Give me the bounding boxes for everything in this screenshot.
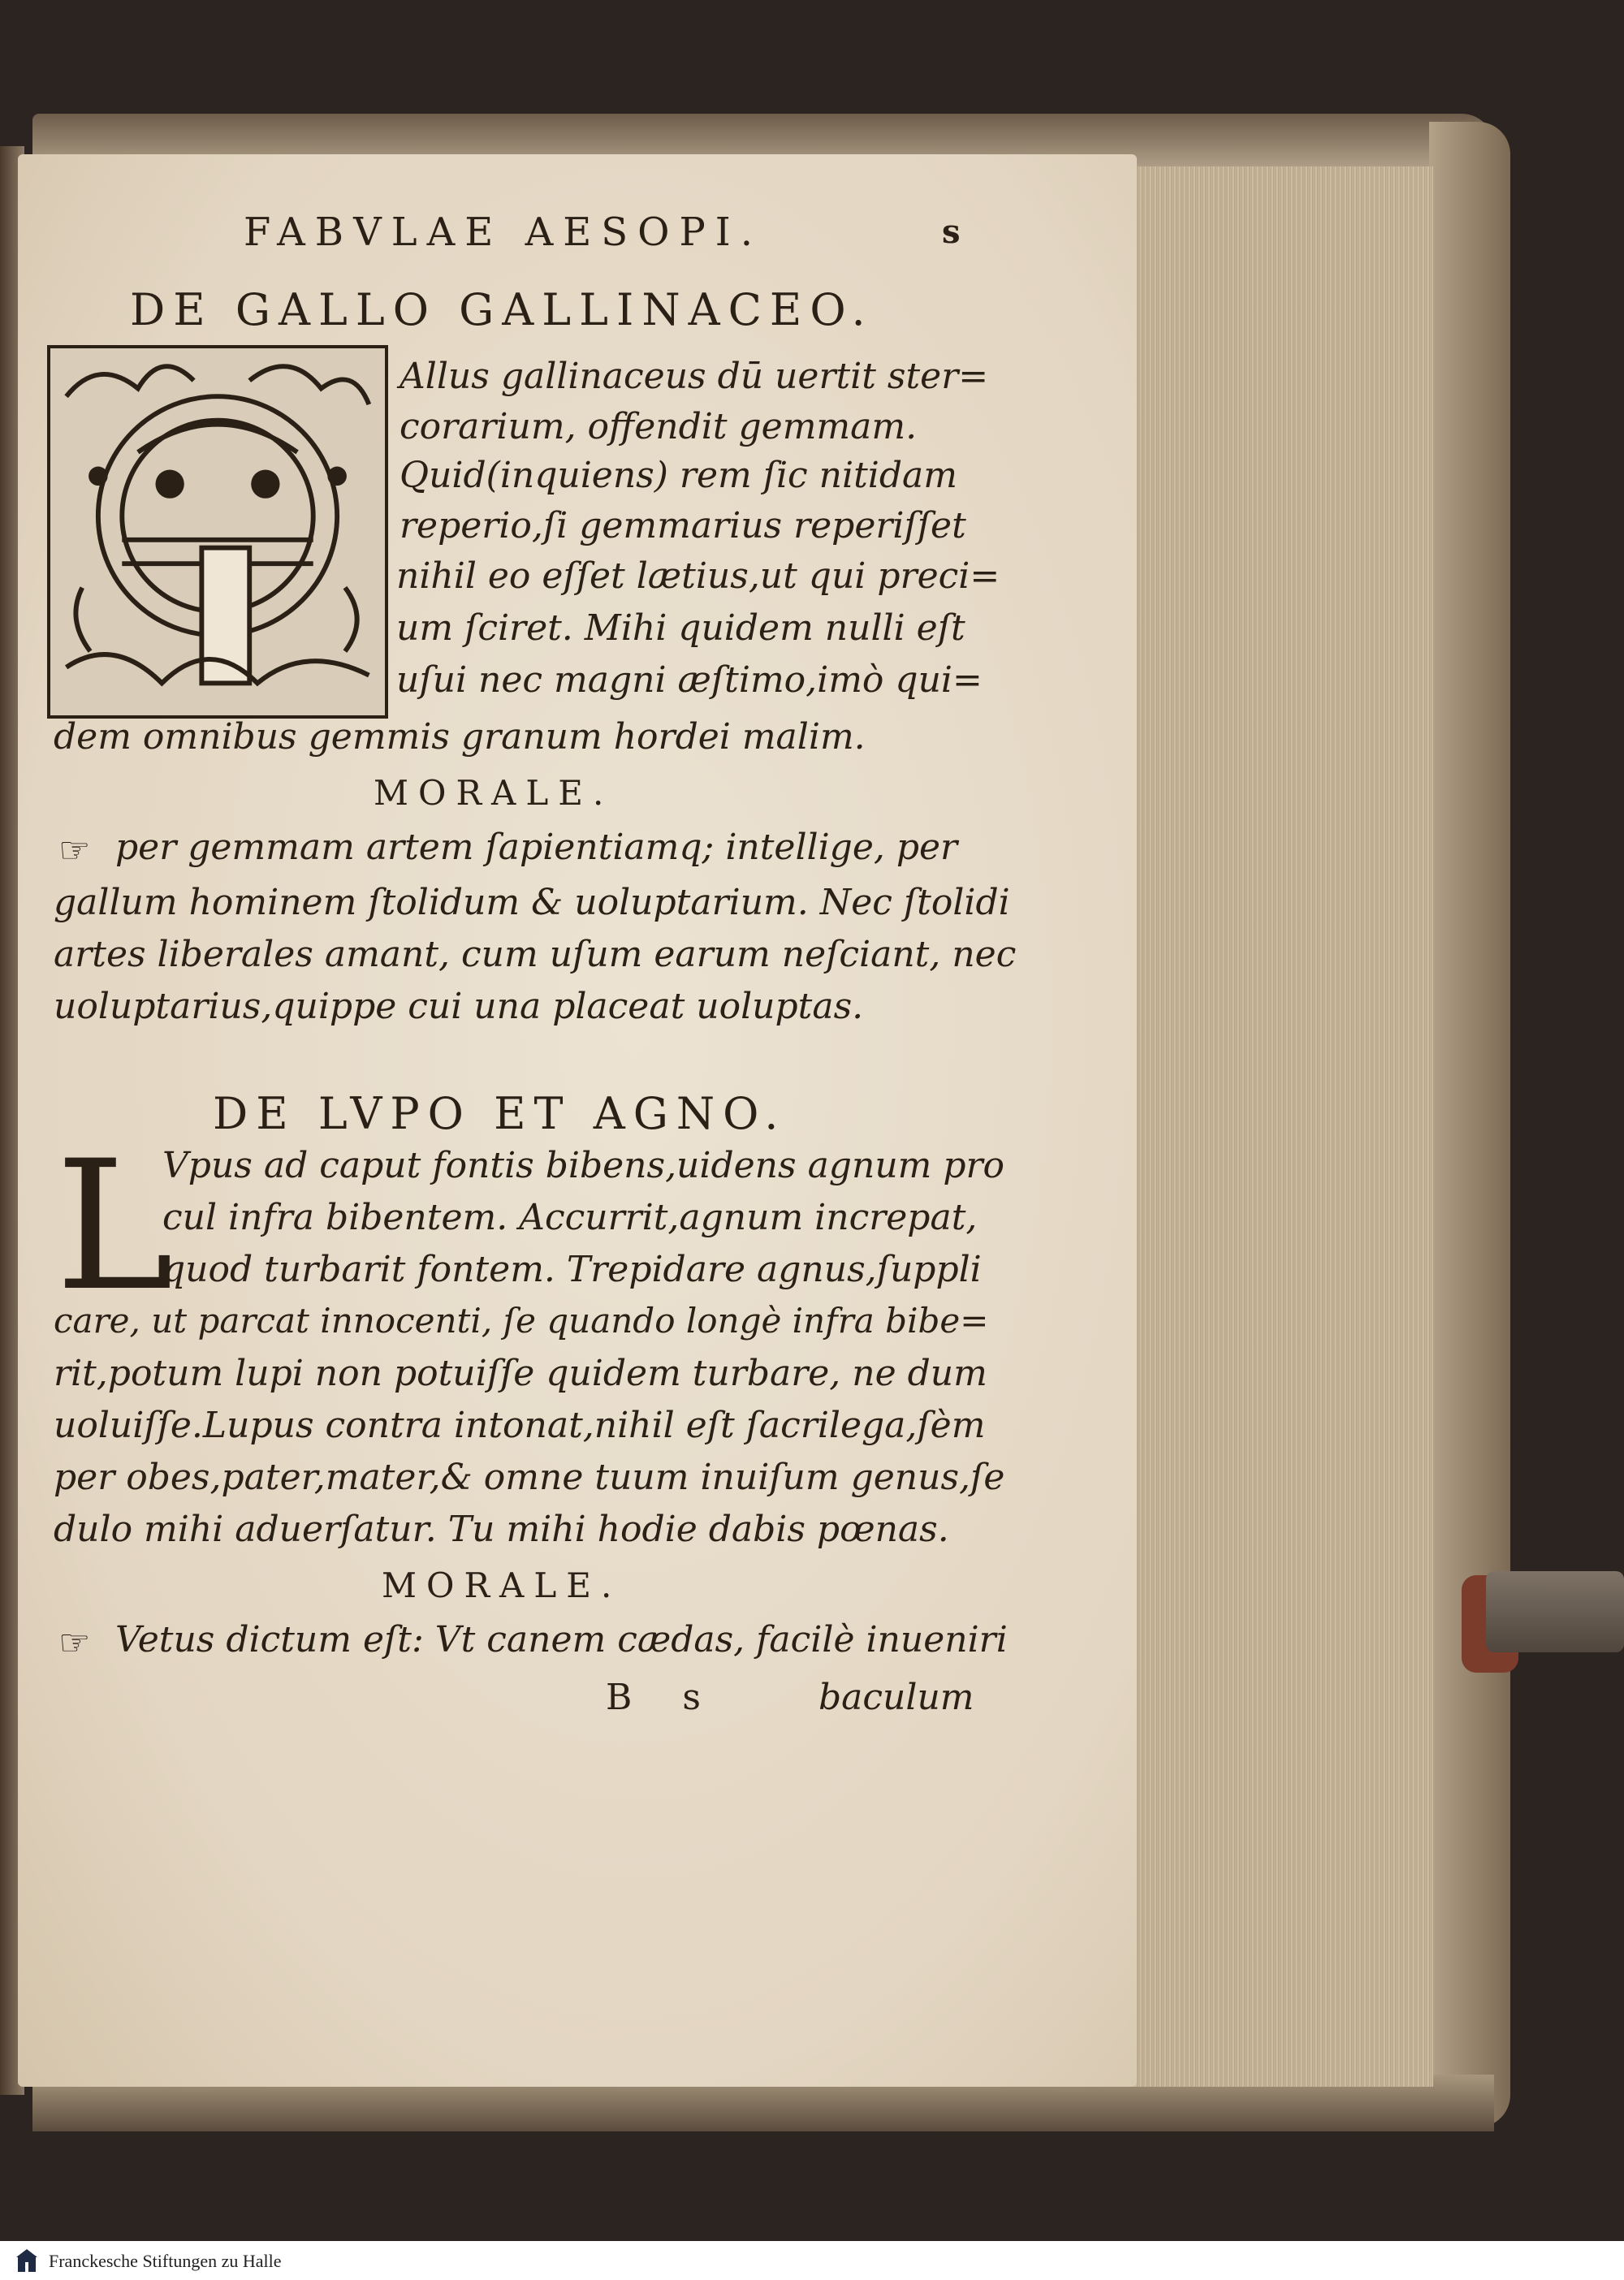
fable2-line-6: uoluiſſe.Lupus contra intonat,nihil eſt ſacrilega,ſèm bbox=[54, 1405, 986, 1446]
fable1-line-7: uſui nec magni æſtimo,imò qui= bbox=[396, 659, 983, 701]
fable1-line-8: dem omnibus gemmis granum hordei malim. bbox=[54, 716, 866, 758]
folio-number: s bbox=[942, 213, 961, 251]
fable1-moral-heading: MORALE. bbox=[374, 773, 614, 813]
signature-mark: B s bbox=[606, 1677, 720, 1718]
cover-board-right bbox=[1429, 122, 1510, 2127]
institution-credit: Franckesche Stiftungen zu Halle bbox=[49, 2251, 282, 2271]
fable1-moral-line-3: artes liberales amant, cum uſum earum neſciant, nec bbox=[54, 934, 1017, 975]
fable1-line-6: um ſciret. Mihi quidem nulli eſt bbox=[396, 607, 965, 649]
fable2-line-1: Vpus ad caput fontis bibens,uidens agnum pro bbox=[162, 1145, 1005, 1186]
fable2-title: DE LVPO ET AGNO. bbox=[213, 1088, 787, 1139]
manicule-icon: ☞ bbox=[58, 1622, 91, 1664]
fable2-line-2: cul infra bibentem. Accurrit,agnum increpat, bbox=[162, 1197, 978, 1238]
fable1-line-5: nihil eo eſſet lætius,ut qui preci= bbox=[396, 555, 1000, 597]
fable2-line-3: quod turbarit fontem. Trepidare agnus,ſuppli bbox=[162, 1249, 982, 1290]
fable1-line-2: corarium, offendit gemmam. bbox=[400, 406, 918, 447]
fable2-line-7: per obes,pater,mater,& omne tuum inuiſum genus,ſe bbox=[54, 1457, 1005, 1498]
manicule-icon: ☞ bbox=[58, 830, 91, 871]
running-head: FABVLAE AESOPI. bbox=[244, 209, 763, 255]
fable1-title: DE GALLO GALLINACEO. bbox=[130, 284, 874, 335]
fable2-moral-heading: MORALE. bbox=[382, 1565, 622, 1605]
fable2-line-4: care, ut parcat innocenti, ſe quando longè infra bibe= bbox=[54, 1301, 989, 1341]
fable2-moral-line: Vetus dictum eſt: Vt canem cædas, facilè inueniri bbox=[115, 1619, 1008, 1660]
initial-l: L bbox=[55, 1122, 175, 1330]
fable1-moral-line-4: uoluptarius,quippe cui una placeat uoluptas. bbox=[54, 986, 864, 1027]
fable1-moral-line-1: per gemmam artem ſapientiamq; intellige, per bbox=[115, 827, 958, 868]
woodcut-initial-g bbox=[47, 345, 388, 719]
fable1-line-3: Quid(inquiens) rem ſic nitidam bbox=[400, 455, 957, 496]
fable2-line-8: dulo mihi aduerſatur. Tu mihi hodie dabis pœnas. bbox=[54, 1509, 949, 1550]
fable2-line-5: rit,potum lupi non potuiſſe quidem turbare, ne dum bbox=[54, 1353, 987, 1394]
woodcut-initial-g-icon bbox=[50, 348, 385, 715]
fable1-line-1: Allus gallinaceus dū uertit ster= bbox=[400, 356, 989, 397]
catchword: baculum bbox=[818, 1677, 974, 1718]
page-fore-edge bbox=[1130, 166, 1433, 2087]
clasp-metal bbox=[1486, 1571, 1624, 1652]
fable1-line-4: reperio,ſi gemmarius reperiſſet bbox=[400, 505, 966, 546]
fable1-moral-line-2: gallum hominem ſtolidum & uoluptarium. Nec ſtolidi bbox=[54, 882, 1010, 923]
institution-logo-icon bbox=[15, 2248, 39, 2274]
